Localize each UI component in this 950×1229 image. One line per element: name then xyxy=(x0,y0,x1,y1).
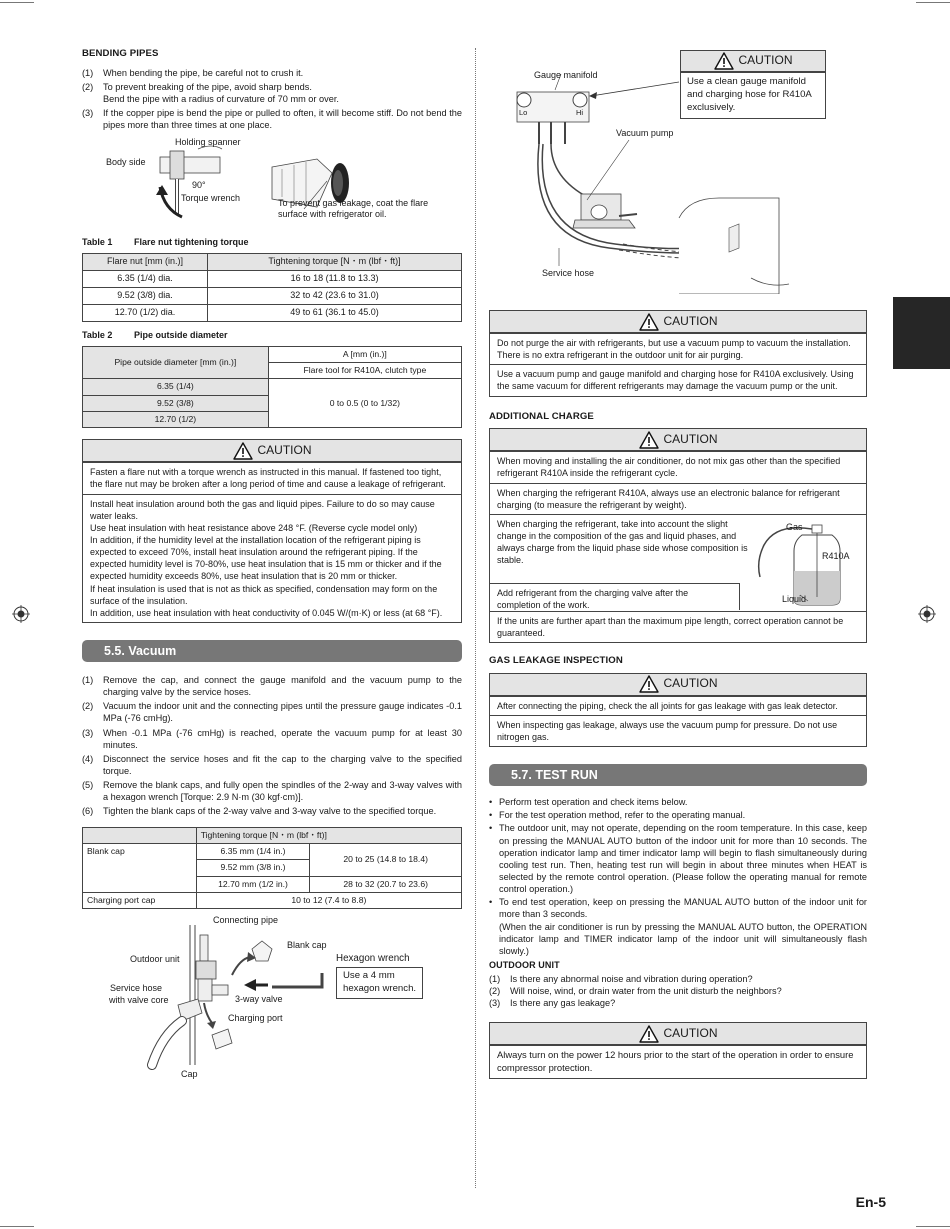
warning-icon xyxy=(714,52,734,70)
flare-nut-figure xyxy=(82,137,462,237)
liquid-label: Liquid xyxy=(782,593,807,604)
torque-wrench-label: Torque wrench xyxy=(181,193,241,204)
crop-mark xyxy=(916,1226,950,1227)
table-row: 6.35 (1/4) 0 to 0.5 (0 to 1/32) xyxy=(83,379,462,395)
table-header: Tightening torque [N・m (lbf・ft)] xyxy=(208,254,462,271)
service-hose-label: Service hose xyxy=(542,268,595,278)
list-item: (3) Is there any gas leakage? xyxy=(489,998,616,1009)
caution-box-vacuum xyxy=(489,310,867,397)
table-row: Charging port cap 10 to 12 (7.4 to 8.8) xyxy=(83,892,462,908)
caution-box-power xyxy=(489,1022,867,1078)
service-hose-label: Service hose xyxy=(110,983,163,994)
caution-item: When inspecting gas leakage, always use the vacuum pump for pressure. Do not use nitrogen gas. xyxy=(490,715,866,746)
test-run-section-heading: 5.7. TEST RUN xyxy=(489,764,867,786)
caution-item: Fasten a flare nut with a torque wrench as instructed in this manual. If fastened too tight, the flare nut may be broken after a long period of time and cause a leakage of refrigerant. xyxy=(83,462,461,493)
caution-item: Use a clean gauge manifold and charging hose for R410A exclusively. xyxy=(681,72,825,118)
table-row: 12.70 (1/2) dia. 49 to 61 (36.1 to 45.0) xyxy=(83,304,462,321)
crop-mark xyxy=(0,2,34,3)
outdoor-unit-heading: OUTDOOR UNIT xyxy=(489,959,560,970)
right-column xyxy=(489,48,867,1079)
warning-icon xyxy=(639,431,659,449)
vacuum-steps xyxy=(82,674,462,818)
valve-figure xyxy=(82,915,462,1085)
caution-item: Do not purge the air with refrigerants, but use a vacuum pump to vacuum the installation. There is no extra refrigerant in the outdoor unit for air purging. xyxy=(490,333,866,364)
list-item: (2) Will noise, wind, or drain water from the unit disturb the neighbors? xyxy=(489,985,782,996)
test-run-bullets xyxy=(489,796,867,957)
warning-icon xyxy=(233,442,253,460)
pipe-diameter-table xyxy=(82,346,462,429)
bending-pipes-heading: BENDING PIPES xyxy=(82,48,159,59)
gas-leakage-heading: GAS LEAKAGE INSPECTION xyxy=(489,655,623,667)
table-row: 6.35 (1/4) dia. 16 to 18 (11.8 to 13.3) xyxy=(83,271,462,288)
r410a-label: R410A xyxy=(822,550,850,561)
list-item: (6) Tighten the blank caps of the 2-way valve and 3-way valve to the specified torque. xyxy=(82,806,437,817)
table-row: Blank cap 6.35 mm (1/4 in.) 20 to 25 (14.8 to 18.4) xyxy=(83,843,462,859)
vacuum-pump-label: Vacuum pump xyxy=(616,128,674,138)
connecting-pipe-label: Connecting pipe xyxy=(213,915,279,926)
additional-charge-heading: ADDITIONAL CHARGE xyxy=(489,410,594,422)
list-item: (4) Disconnect the service hoses and fit the cap to the charging valve to the specified torque. xyxy=(82,753,462,776)
hi-gauge-label: Hi xyxy=(576,108,584,117)
table-row: 12.70 mm (1/2 in.) 28 to 32 (20.7 to 23.6) xyxy=(83,876,462,892)
registration-mark-icon xyxy=(12,605,30,623)
table-header: Flare nut [mm (in.)] xyxy=(83,254,208,271)
list-item: (2) Vacuum the indoor unit and the connecting pipes until the pressure gauge indicates -0.1 MPa (-76 cmHg). xyxy=(82,701,462,724)
hex-wrench-note: Use a 4 mm hexagon wrench. xyxy=(336,967,423,999)
caution-item: When charging the refrigerant R410A, always use an electronic balance for refrigerant charging (to measure the refrigerant by weight). xyxy=(490,483,866,514)
caution-box-leakage xyxy=(489,673,867,747)
bending-pipes-list xyxy=(82,67,462,132)
flare-nut-torque-table xyxy=(82,253,462,322)
list-item: • Perform test operation and check items below. xyxy=(489,796,867,808)
list-item: (3) If the copper pipe is bend the pipe or pulled to often, it will become stiff. Do not bend the pipes more than three times at one place. xyxy=(82,108,462,131)
table-header: Pipe outside diameter [mm (in.)] xyxy=(83,346,269,379)
gauge-manifold-label: Gauge manifold xyxy=(534,70,598,80)
list-item: (2) To prevent breaking of the pipe, avoid sharp bends. Bend the pipe with a radius of curvature of 70 mm or over. xyxy=(82,81,339,104)
left-column xyxy=(82,48,462,1085)
table-row: 9.52 (3/8) xyxy=(83,395,462,411)
caution-box-gauge xyxy=(680,50,826,119)
table-row: 9.52 (3/8) dia. 32 to 42 (23.6 to 31.0) xyxy=(83,287,462,304)
caution-header xyxy=(83,440,461,462)
caution-item: When moving and installing the air conditioner, do not mix gas other than the specified refrigerant R410A inside the refrigerant cycle. xyxy=(490,451,866,482)
section-tab xyxy=(893,297,950,369)
list-item: (1) When bending the pipe, be careful not to crush it. xyxy=(82,67,304,78)
caution-header: CAUTION xyxy=(490,429,866,451)
warning-icon xyxy=(639,675,659,693)
flare-nut-drawing xyxy=(82,137,462,237)
list-item: (5) Remove the blank caps, and fully open the spindles of the 2-way and 3-way valves with a hexagon wrench [Torque: 2.9 N·m (30 kgf·cm)]. xyxy=(82,780,462,803)
table1-caption: Table 1 Flare nut tightening torque xyxy=(82,237,249,248)
registration-mark-icon xyxy=(918,605,936,623)
caution-item: After connecting the piping, check the all joints for gas leakage with gas leak detector. xyxy=(490,696,866,715)
outdoor-unit-list xyxy=(489,973,867,1009)
gas-label: Gas xyxy=(786,521,803,532)
table-header: A [mm (in.)] xyxy=(268,346,461,362)
page-number: En-5 xyxy=(855,1194,886,1210)
table-header: Flare tool for R410A, clutch type xyxy=(268,362,461,378)
caution-item: If the units are further apart than the maximum pipe length, correct operation cannot be guaranteed. xyxy=(490,611,866,642)
list-item: • To end test operation, keep on pressing the MANUAL AUTO button of the indoor unit for more than 3 seconds. (When the air conditioner is run by pressing the MANUAL AUTO button, the OPERATION indicator lamp and TIMER indicator lamp of the indoor unit will simultaneously flash slowly.) xyxy=(489,896,867,957)
table2-caption: Table 2 Pipe outside diameter xyxy=(82,329,228,340)
table-row: 12.70 (1/2) xyxy=(83,411,462,427)
caution-header: CAUTION xyxy=(490,1023,866,1045)
caution-box-flare xyxy=(82,439,462,623)
table-row: 9.52 mm (3/8 in.) xyxy=(83,860,462,876)
table-header: Tightening torque [N・m (lbf・ft)] xyxy=(196,827,461,843)
flare-note-label: surface with refrigerator oil. xyxy=(278,209,387,220)
charging-port-label: Charging port xyxy=(228,1013,283,1024)
hexagon-wrench-label: Hexagon wrench xyxy=(336,953,410,965)
cap-torque-table xyxy=(82,827,462,910)
refrigerant-cylinder-drawing xyxy=(756,515,866,611)
blank-cap-label: Blank cap xyxy=(287,940,327,951)
list-item: • The outdoor unit, may not operate, depending on the room temperature. In this case, keep on pressing the MANUAL AUTO button of the indoor unit for more than 10 seconds. The operation indicator lamp and timer indicator lamp will begin to flash simultaneously during cooling test run. Then, heating test run will begin in about three minutes when HEAT is selected by the remote control operation. (Please follow the operating manual for remote control operation.) xyxy=(489,822,867,895)
caution-box-charge xyxy=(489,428,867,643)
angle-label: 90° xyxy=(192,180,206,191)
lo-gauge-label: Lo xyxy=(519,108,528,117)
list-item: • For the test operation method, refer to the operating manual. xyxy=(489,809,867,821)
caution-item: Always turn on the power 12 hours prior to the start of the operation in order to ensure compressor protection. xyxy=(490,1045,866,1077)
caution-title: CAUTION xyxy=(257,442,312,457)
caution-header: CAUTION xyxy=(490,311,866,333)
body-side-label: Body side xyxy=(106,157,146,168)
list-item: (1) Remove the cap, and connect the gauge manifold and the vacuum pump to the charging valve by the service hoses. xyxy=(82,675,462,698)
cap-label: Cap xyxy=(181,1069,198,1080)
caution-item: Use a vacuum pump and gauge manifold and charging hose for R410A exclusively. Using the same vacuum for different refrigerants may damage the vacuum pump or the unit. xyxy=(490,364,866,395)
caution-item: When charging the refrigerant, take into account the slight change in the composition of the gas and liquid phases, and always charge from the liquid phase side whose composition is stable. Add refrigerant from the charging valve after the completion of the work. Gas R410A Liquid xyxy=(490,514,866,611)
crop-mark xyxy=(916,2,950,3)
gauge-manifold-figure xyxy=(489,48,867,294)
warning-icon xyxy=(639,1025,659,1043)
list-item: (3) When -0.1 MPa (-76 cmHg) is reached, operate the vacuum pump for at least 30 minutes. xyxy=(82,727,462,750)
service-hose-label: with valve core xyxy=(109,995,169,1006)
crop-mark xyxy=(0,1226,34,1227)
caution-header: CAUTION xyxy=(681,51,825,72)
outdoor-unit-label: Outdoor unit xyxy=(130,954,180,965)
list-item: (1) Is there any abnormal noise and vibration during operation? xyxy=(489,973,753,984)
vacuum-section-heading: 5.5. Vacuum xyxy=(82,640,462,662)
three-way-valve-label: 3-way valve xyxy=(235,994,283,1005)
flare-note-label: To prevent gas leakage, coat the flare xyxy=(278,198,429,209)
caution-item: Install heat insulation around both the gas and liquid pipes. Failure to do so may cause water leaks. Use heat insulation with heat resistance above 248 °F. (Reverse cycle model only) In addition, if the humidity level at the installation location of the refrigerant piping is expected to exceed 70%, install heat insulation around the refrigerant piping. If the expected humidity level is 70-80%, use heat insulation that is 15 mm or thicker and if the expected humidity exceeds 80%, use heat insulation that is 20 mm or thicker. If heat insulation is used that is not as thick as specified, condensation may form on the surface of the insulation. In addition, use heat insulation with heat conductivity of 0.045 W/(m·K) or less (at 68 °F). xyxy=(83,494,461,622)
caution-header: CAUTION xyxy=(490,674,866,696)
warning-icon xyxy=(639,313,659,331)
column-divider xyxy=(475,48,476,1188)
holding-spanner-label: Holding spanner xyxy=(175,137,241,148)
